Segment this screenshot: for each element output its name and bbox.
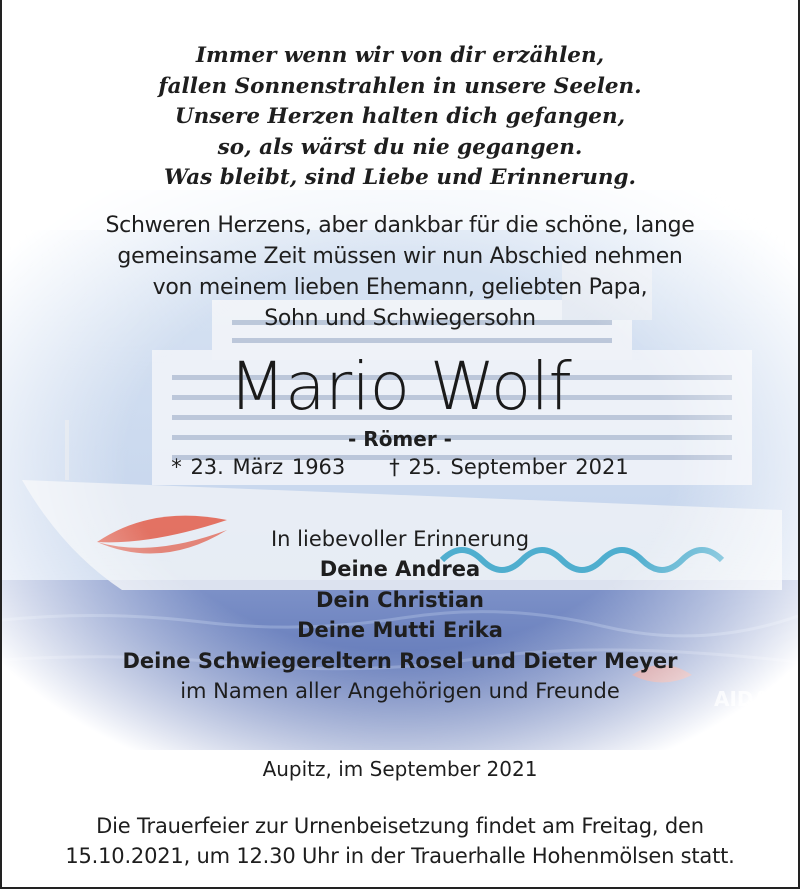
mourner: Deine Mutti Erika — [297, 618, 503, 642]
death-date: † 25. September 2021 — [389, 454, 629, 479]
birth-date: * 23. März 1963 — [171, 454, 346, 479]
poem-line: Unsere Herzen halten dich gefangen, — [174, 104, 626, 129]
mourner: Dein Christian — [316, 587, 484, 612]
place-date: Aupitz, im September 2021 — [262, 756, 538, 781]
intro-line: von meinem lieben Ehemann, geliebten Papa, — [152, 274, 648, 300]
intro-text — [2, 210, 798, 334]
funeral-line: 15.10.2021, um 12.30 Uhr in der Trauerhalle Hohenmölsen statt. — [65, 843, 735, 868]
poem-line: so, als wärst du nie gegangen. — [217, 134, 583, 160]
intro-line: Sohn und Schwiegersohn — [264, 305, 536, 331]
mourner: Deine Andrea — [319, 557, 481, 581]
deceased-name: Mario Wolf — [228, 347, 572, 425]
intro-line: Schweren Herzens, aber dankbar für die schöne, lange — [105, 212, 695, 238]
mourner: Deine Schwiegereltern Rosel und Dieter Meyer — [122, 648, 678, 673]
poem-line: Was bleibt, sind Liebe und Erinnerung. — [163, 165, 637, 190]
life-dates — [2, 452, 798, 482]
funeral-info — [2, 811, 798, 871]
intro-line: gemeinsame Zeit müssen wir nun Abschied nehmen — [117, 243, 683, 269]
poem-line: Immer wenn wir von dir erzählen, — [195, 43, 605, 68]
poem — [40, 0, 760, 194]
funeral-line: Die Trauerfeier zur Urnenbeisetzung findet am Freitag, den — [96, 813, 704, 838]
relatives-line: im Namen aller Angehörigen und Freunde — [180, 679, 620, 703]
mourners-section — [2, 524, 798, 707]
deceased-nickname: - Römer - — [348, 426, 452, 451]
remembrance-line: In liebevoller Erinnerung — [270, 526, 530, 551]
poem-line: fallen Sonnenstrahlen in unsere Seelen. — [158, 73, 642, 99]
